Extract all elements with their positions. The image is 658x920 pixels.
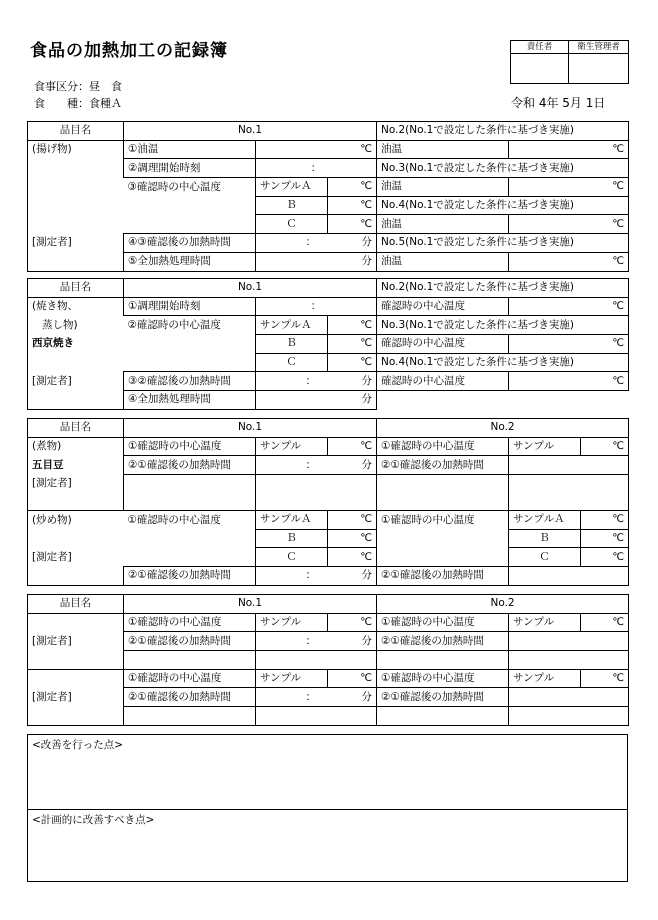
stamp-label-responsible: 責任者 xyxy=(511,41,569,54)
meal-category: 食事区分：昼 食 xyxy=(34,80,122,93)
grilled-core-temp-label: ②確認時の中心温度 xyxy=(124,316,256,335)
food-type: 食 種：食種Ａ xyxy=(34,97,122,110)
stamp-field-responsible[interactable] xyxy=(511,54,569,84)
celsius-unit: ℃ xyxy=(612,513,625,526)
simmered-no2-after-heat-label: ②①確認後の加熱時間 xyxy=(377,456,509,475)
time-colon: ： xyxy=(305,458,317,471)
grilled-after-heat-label: ③②確認後の加熱時間 xyxy=(124,372,256,391)
grilled-dish-name[interactable]: 西京焼き xyxy=(28,335,124,354)
sample-c-label: Ｃ xyxy=(256,548,328,567)
simmered-no2-after-heat-value[interactable] xyxy=(509,456,629,475)
time-colon: ： xyxy=(305,236,317,249)
stirfry-after-heat-label: ②①確認後の加熱時間 xyxy=(124,567,256,586)
no2-cond-header: No.2(No.1で設定した条件に基づき実施) xyxy=(377,122,629,141)
stirfry-no1-after-heat-value[interactable] xyxy=(256,567,377,586)
minutes-unit: 分 xyxy=(361,634,373,647)
sample-b-value[interactable] xyxy=(328,335,377,354)
fried-total-heat-value[interactable] xyxy=(256,252,377,271)
celsius-unit: ℃ xyxy=(612,337,625,350)
generic2-no2-core-temp-label: ①確認時の中心温度 xyxy=(377,669,509,688)
sample-a-label: サンプルＡ xyxy=(256,511,328,530)
celsius-unit: ℃ xyxy=(612,143,625,156)
no3-core-temp-label: 確認時の中心温度 xyxy=(377,335,509,354)
no2-header: No.2 xyxy=(377,419,629,438)
simmered-category: (煮物) xyxy=(28,437,124,456)
no2-oil-temp-label: 油温 xyxy=(377,140,509,159)
sample-label: サンプル xyxy=(509,613,581,632)
sample-c-label: Ｃ xyxy=(256,215,328,234)
grilled-after-heat-value[interactable] xyxy=(256,372,377,391)
sample-c-value[interactable] xyxy=(328,215,377,234)
celsius-unit: ℃ xyxy=(612,300,625,313)
generic1-no1-blank[interactable] xyxy=(124,651,256,670)
no3-cond-header: No.3(No.1で設定した条件に基づき実施) xyxy=(377,159,629,178)
item-name-header: 品目名 xyxy=(28,595,124,614)
time-colon: ： xyxy=(310,300,322,313)
no1-header: No.1 xyxy=(124,279,377,298)
time-colon: ： xyxy=(305,569,317,582)
improvements-made-label: <改善を行った点> xyxy=(32,739,124,751)
fried-total-heat-label: ⑤全加熱処理時間 xyxy=(124,252,256,271)
stirfry-no2-sample-b-value[interactable] xyxy=(581,529,629,548)
record-date: 令和 4年 5月 1日 xyxy=(511,96,606,110)
sample-b-value[interactable] xyxy=(328,196,377,215)
stirfry-no2-sample-a-value[interactable] xyxy=(581,511,629,530)
generic2-item-field[interactable] xyxy=(28,669,124,688)
simmered-no2-blank[interactable] xyxy=(377,475,509,511)
generic2-no2-after-heat-label: ②①確認後の加熱時間 xyxy=(377,688,509,707)
page-title: 食品の加熱加工の記録簿 xyxy=(30,41,228,61)
sample-a-label: サンプルＡ xyxy=(256,178,328,197)
sample-c-label: Ｃ xyxy=(509,548,581,567)
no3-cond-header: No.3(No.1で設定した条件に基づき実施) xyxy=(377,316,629,335)
stirfry-no2-sample-c-value[interactable] xyxy=(581,548,629,567)
sample-b-label: Ｂ xyxy=(256,196,328,215)
fried-after-heat-value[interactable] xyxy=(256,234,377,253)
minutes-unit: 分 xyxy=(361,255,373,268)
stirfry-core-temp-label: ①確認時の中心温度 xyxy=(124,511,256,530)
simmered-no2-core-temp-label: ①確認時の中心温度 xyxy=(377,437,509,456)
stirfry-no2-after-heat-value[interactable] xyxy=(509,567,629,586)
generic1-no2-blank-value[interactable] xyxy=(509,651,629,670)
no5-oil-temp-value[interactable] xyxy=(509,252,629,271)
sample-label: サンプル xyxy=(256,613,328,632)
simmered-no2-blank-value[interactable] xyxy=(509,475,629,511)
no2-core-temp-value[interactable] xyxy=(509,297,629,316)
generic2-no1-blank[interactable] xyxy=(124,707,256,726)
generic1-no2-after-heat-label: ②①確認後の加熱時間 xyxy=(377,632,509,651)
measurer-label: [測定者] xyxy=(28,234,124,253)
fried-core-temp-label: ③確認時の中心温度 xyxy=(124,178,256,197)
simmered-no1-blank-value[interactable] xyxy=(256,475,377,511)
generic1-no2-core-temp-value[interactable] xyxy=(581,613,629,632)
fried-section-table xyxy=(27,121,629,272)
celsius-unit: ℃ xyxy=(360,440,373,453)
celsius-unit: ℃ xyxy=(612,532,625,545)
no2-header: No.2 xyxy=(377,595,629,614)
grilled-total-heat-value[interactable] xyxy=(256,391,377,410)
celsius-unit: ℃ xyxy=(612,374,625,387)
no2-cond-header: No.2(No.1で設定した条件に基づき実施) xyxy=(377,279,629,298)
celsius-unit: ℃ xyxy=(360,217,373,230)
simmered-after-heat-label: ②①確認後の加熱時間 xyxy=(124,456,256,475)
measurer-label: [測定者] xyxy=(28,548,124,567)
measurer-field[interactable] xyxy=(28,707,124,726)
celsius-unit: ℃ xyxy=(612,217,625,230)
sample-b-label: Ｂ xyxy=(509,529,581,548)
stirfry-no2-after-heat-label: ②①確認後の加熱時間 xyxy=(377,567,509,586)
no1-header: No.1 xyxy=(124,419,377,438)
planned-improvements-label: <計画的に改善すべき点> xyxy=(32,814,155,826)
no3-core-temp-value[interactable] xyxy=(509,335,629,354)
no4-oil-temp-label: 油温 xyxy=(377,215,509,234)
stamp-label-hygiene-manager: 衛生管理者 xyxy=(569,41,629,54)
grilled-category-1: (焼き物、 xyxy=(28,297,124,316)
celsius-unit: ℃ xyxy=(360,356,373,369)
fried-oil-temp-value[interactable] xyxy=(256,140,377,159)
stirfry-no1-sample-b-value[interactable] xyxy=(328,529,377,548)
no3-oil-temp-value[interactable] xyxy=(509,178,629,197)
item-name-header: 品目名 xyxy=(28,419,124,438)
celsius-unit: ℃ xyxy=(612,550,625,563)
planned-improvements-box[interactable] xyxy=(27,809,628,882)
item-name-header: 品目名 xyxy=(28,279,124,298)
celsius-unit: ℃ xyxy=(360,180,373,193)
generic-section-table xyxy=(27,594,629,726)
measurer-label: [測定者] xyxy=(28,632,124,651)
improvements-made-box[interactable] xyxy=(27,734,628,810)
generic1-no2-after-heat-value[interactable] xyxy=(509,632,629,651)
celsius-unit: ℃ xyxy=(360,337,373,350)
celsius-unit: ℃ xyxy=(360,143,373,156)
celsius-unit: ℃ xyxy=(612,440,625,453)
no1-header: No.1 xyxy=(124,595,377,614)
sample-a-label: サンプルＡ xyxy=(509,511,581,530)
celsius-unit: ℃ xyxy=(360,616,373,629)
minutes-unit: 分 xyxy=(361,569,373,582)
no5-oil-temp-label: 油温 xyxy=(377,252,509,271)
sample-label: サンプル xyxy=(509,437,581,456)
simmered-no1-blank[interactable] xyxy=(124,475,256,511)
stamp-field-hygiene-manager[interactable] xyxy=(569,54,629,84)
generic2-after-heat-label: ②①確認後の加熱時間 xyxy=(124,688,256,707)
grilled-cook-start-value[interactable] xyxy=(256,297,377,316)
generic1-after-heat-label: ②①確認後の加熱時間 xyxy=(124,632,256,651)
grilled-category-2: 蒸し物) xyxy=(28,316,124,335)
no4-core-temp-value[interactable] xyxy=(509,372,629,391)
simmered-section-table xyxy=(27,418,629,586)
measurer-label: [測定者] xyxy=(28,475,124,511)
stirfry-no1-sample-c-value[interactable] xyxy=(328,548,377,567)
no2-core-temp-label: 確認時の中心温度 xyxy=(377,297,509,316)
celsius-unit: ℃ xyxy=(360,532,373,545)
generic1-no2-core-temp-label: ①確認時の中心温度 xyxy=(377,613,509,632)
generic1-core-temp-label: ①確認時の中心温度 xyxy=(124,613,256,632)
measurer-field[interactable] xyxy=(28,391,124,410)
generic2-no2-after-heat-value[interactable] xyxy=(509,688,629,707)
time-colon: ： xyxy=(305,634,317,647)
item-name-header: 品目名 xyxy=(28,122,124,141)
no4-oil-temp-value[interactable] xyxy=(509,215,629,234)
stirfry-no1-sample-a-value[interactable] xyxy=(328,511,377,530)
sample-label: サンプル xyxy=(509,669,581,688)
no4-core-temp-label: 確認時の中心温度 xyxy=(377,372,509,391)
sample-a-label: サンプルＡ xyxy=(256,316,328,335)
generic1-no1-core-temp-value[interactable] xyxy=(328,613,377,632)
celsius-unit: ℃ xyxy=(360,513,373,526)
simmered-no1-core-temp-value[interactable] xyxy=(328,437,377,456)
no4-cond-header: No.4(No.1で設定した条件に基づき実施) xyxy=(377,353,629,372)
simmered-no2-core-temp-value[interactable] xyxy=(581,437,629,456)
generic2-no2-blank-value[interactable] xyxy=(509,707,629,726)
generic1-no1-blank-value[interactable] xyxy=(256,651,377,670)
sample-c-value[interactable] xyxy=(328,353,377,372)
celsius-unit: ℃ xyxy=(612,616,625,629)
simmered-dish-name[interactable]: 五目豆 xyxy=(28,456,124,475)
generic2-no2-blank[interactable] xyxy=(377,707,509,726)
time-colon: ： xyxy=(310,161,322,174)
no4-cond-header: No.4(No.1で設定した条件に基づき実施) xyxy=(377,196,629,215)
simmered-core-temp-label: ①確認時の中心温度 xyxy=(124,437,256,456)
generic1-no1-after-heat-value[interactable] xyxy=(256,632,377,651)
generic2-no1-after-heat-value[interactable] xyxy=(256,688,377,707)
fried-after-heat-label: ④③確認後の加熱時間 xyxy=(124,234,256,253)
sample-a-value[interactable] xyxy=(328,316,377,335)
celsius-unit: ℃ xyxy=(360,550,373,563)
sample-b-label: Ｂ xyxy=(256,529,328,548)
approval-stamp-box xyxy=(510,40,629,84)
sample-label: サンプル xyxy=(256,437,328,456)
no2-oil-temp-value[interactable] xyxy=(509,140,629,159)
measurer-field[interactable] xyxy=(28,252,124,271)
no5-cond-header: No.5(No.1で設定した条件に基づき実施) xyxy=(377,234,629,253)
celsius-unit: ℃ xyxy=(360,318,373,331)
minutes-unit: 分 xyxy=(361,236,373,249)
celsius-unit: ℃ xyxy=(612,672,625,685)
sample-a-value[interactable] xyxy=(328,178,377,197)
minutes-unit: 分 xyxy=(361,374,373,387)
fried-oil-temp-label: ①油温 xyxy=(124,140,256,159)
sample-label: サンプル xyxy=(256,669,328,688)
celsius-unit: ℃ xyxy=(612,180,625,193)
generic2-no2-core-temp-value[interactable] xyxy=(581,669,629,688)
generic2-no1-core-temp-value[interactable] xyxy=(328,669,377,688)
generic1-item-field[interactable] xyxy=(28,613,124,632)
time-colon: ： xyxy=(305,374,317,387)
measurer-label: [測定者] xyxy=(28,688,124,707)
minutes-unit: 分 xyxy=(361,690,373,703)
no1-header: No.1 xyxy=(124,122,377,141)
sample-c-label: Ｃ xyxy=(256,353,328,372)
generic2-no1-blank-value[interactable] xyxy=(256,707,377,726)
simmered-no1-after-heat-value[interactable] xyxy=(256,456,377,475)
stirfry-category: (炒め物) xyxy=(28,511,124,530)
grilled-total-heat-label: ④全加熱処理時間 xyxy=(124,391,256,410)
measurer-label: [測定者] xyxy=(28,372,124,391)
stirfry-no2-core-temp-label: ①確認時の中心温度 xyxy=(377,511,509,530)
sample-b-label: Ｂ xyxy=(256,335,328,354)
no3-oil-temp-label: 油温 xyxy=(377,178,509,197)
measurer-field[interactable] xyxy=(28,651,124,670)
celsius-unit: ℃ xyxy=(360,672,373,685)
grilled-cook-start-label: ①調理開始時刻 xyxy=(124,297,256,316)
fried-category: (揚げ物) xyxy=(28,140,124,159)
measurer-field[interactable] xyxy=(28,567,124,586)
fried-cook-start-label: ②調理開始時刻 xyxy=(124,159,256,178)
time-colon: ： xyxy=(305,690,317,703)
minutes-unit: 分 xyxy=(361,458,373,471)
celsius-unit: ℃ xyxy=(612,255,625,268)
minutes-unit: 分 xyxy=(361,393,373,406)
fried-cook-start-value[interactable] xyxy=(256,159,377,178)
generic1-no2-blank[interactable] xyxy=(377,651,509,670)
celsius-unit: ℃ xyxy=(360,199,373,212)
grilled-section-table xyxy=(27,278,629,410)
generic2-core-temp-label: ①確認時の中心温度 xyxy=(124,669,256,688)
